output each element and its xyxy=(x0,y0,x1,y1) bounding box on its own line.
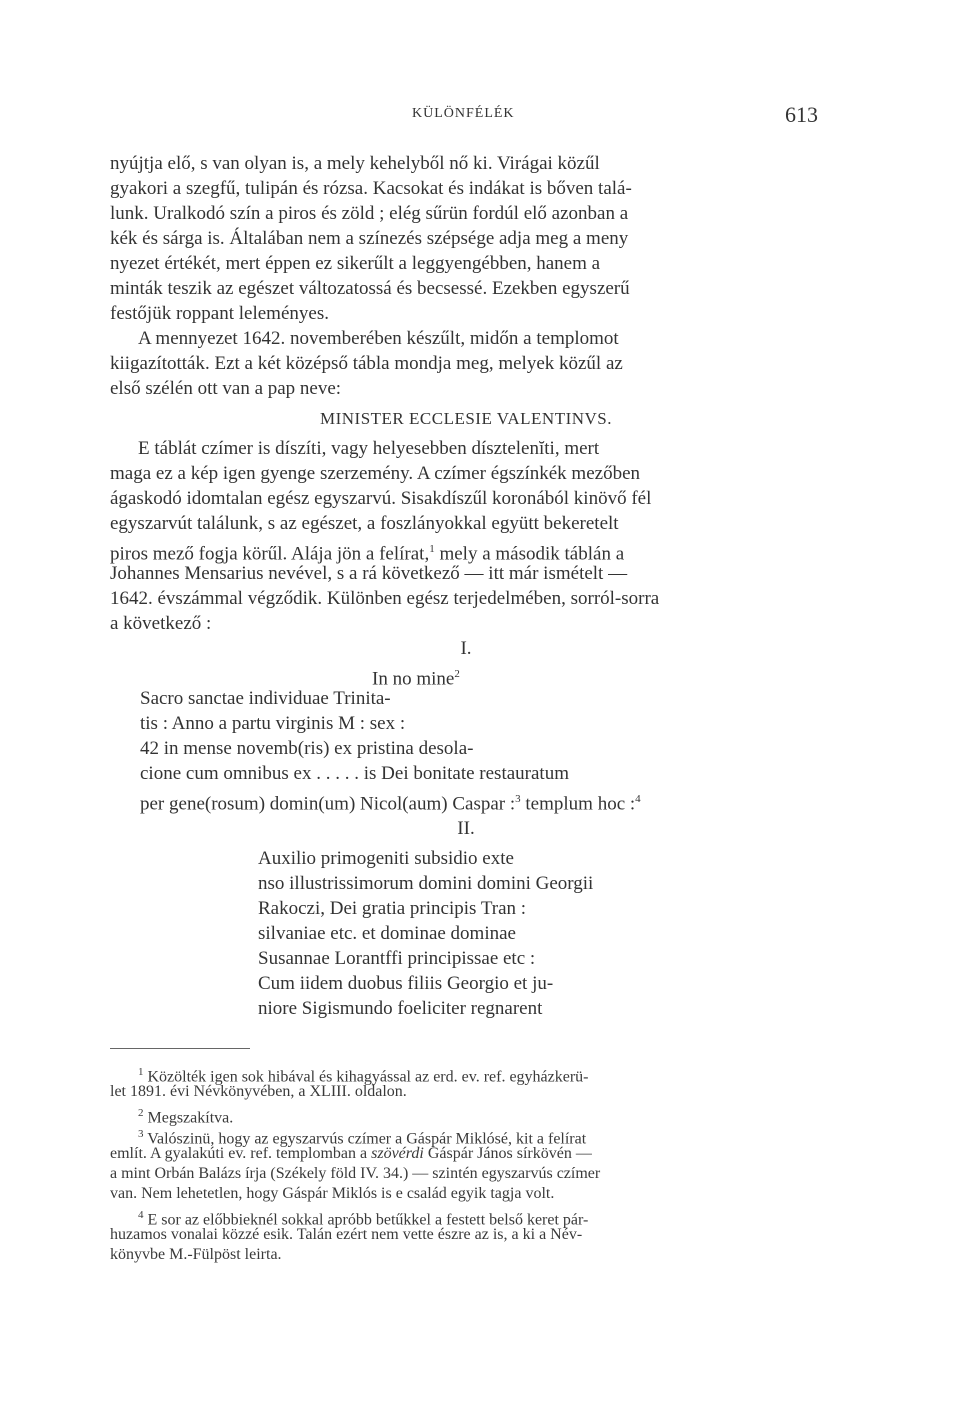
line-text: In no mine xyxy=(372,668,455,690)
line-text: E sor az előbbieknél sokkal apróbb betűkkel a festett belső keret pár- xyxy=(147,1211,589,1229)
footnote-line: huzamos vonalai közzé esik. Talán ezért nem vette észre az is, a ki a Név- xyxy=(110,1226,583,1243)
line-text: templum hoc : xyxy=(520,793,636,815)
paragraph-line: nyezet értékét, mert éppen ez sikerűlt a leggyengébben, hanem a xyxy=(110,253,601,274)
inscription-line: nso illustrissimorum domini domini Georgii xyxy=(258,873,594,894)
paragraph-line: gyakori a szegfű, tulipán és rózsa. Kacsokat és indákat is bőven talá- xyxy=(110,178,632,199)
paragraph-line: festőjük roppant leleményes. xyxy=(110,303,329,324)
line-text: piros mező fogja körűl. Alája jön a felírat, xyxy=(110,543,430,565)
inscription-line: Cum iidem duobus filiis Georgio et ju- xyxy=(258,973,554,994)
footnote-ref: 3 xyxy=(515,793,521,805)
footnote-line: let 1891. évi Névkönyvében, a XLIII. oldalon. xyxy=(110,1083,407,1100)
paragraph-line: egyszarvút találunk, s az egészet, a foszlányokkal együtt bekeretelt xyxy=(110,513,619,534)
footnote-number: 2 xyxy=(138,1107,144,1119)
footnote-line: könyvbe M.-Fülpöst leirta. xyxy=(110,1246,282,1263)
paragraph-line: nyújtja elő, s van olyan is, a mely kehelyből nő ki. Virágai közűl xyxy=(110,153,600,174)
inscription-line: 42 in mense novemb(ris) ex pristina desola- xyxy=(140,738,474,759)
paragraph-line: kiigazították. Ezt a két középső tábla mondja meg, melyek közűl az xyxy=(110,353,623,374)
footnote-rule xyxy=(110,1048,250,1049)
footnote-ref: 4 xyxy=(635,793,641,805)
inscription-line: cione cum omnibus ex . . . . . is Dei bonitate restauratum xyxy=(140,763,569,784)
inscription-line: Auxilio primogeniti subsidio exte xyxy=(258,848,514,869)
paragraph-line: Johannes Mensarius nevével, s a rá következő — itt már ismételt — xyxy=(110,563,628,584)
paragraph-line: a következő : xyxy=(110,613,212,634)
paragraph-line: minták teszik az egészet változatossá és becsessé. Ezekben egyszerű xyxy=(110,278,630,299)
italic-word: szövérdi xyxy=(371,1145,424,1162)
inscription-line: tis : Anno a partu virginis M : sex : xyxy=(140,713,406,734)
paragraph-line: lunk. Uralkodó szín a piros és zöld ; elég sűrün fordúl elő azonban a xyxy=(110,203,629,224)
footnote-line: van. Nem lehetetlen, hogy Gáspár Miklós is e család egyik tagja volt. xyxy=(110,1185,555,1202)
section-heading-2: II. xyxy=(457,818,475,839)
footnote-line xyxy=(110,1144,592,1164)
section-heading-1: I. xyxy=(460,638,472,659)
footnote-ref: 1 xyxy=(429,543,435,555)
inscription-line: Sacro sanctae individuae Trinita- xyxy=(140,688,391,709)
inscription-line: silvaniae etc. et dominae dominae xyxy=(258,923,516,944)
paragraph-line: E táblát czímer is díszíti, vagy helyesebben dísztelenĭti, mert xyxy=(138,438,600,459)
minister-inscription: MINISTER ECCLESIE VALENTINVS. xyxy=(319,409,612,428)
paragraph-line: ágaskodó idomtalan egész egyszarvú. Sisakdíszűl koronából kinövő fél xyxy=(110,488,652,509)
inscription-line xyxy=(140,787,641,816)
footnote-number: 4 xyxy=(138,1209,144,1221)
paragraph-line: első szélén ott van a pap neve: xyxy=(110,378,342,399)
page-number: 613 xyxy=(785,102,818,127)
paragraph-line: 1642. évszámmal végződik. Különben egész terjedelmében, sorról-sorra xyxy=(110,588,660,609)
line-text: Gáspár János sírkövén — xyxy=(423,1145,592,1162)
line-text: mely a második táblán a xyxy=(434,543,625,565)
footnote-ref: 2 xyxy=(454,668,460,680)
inscription-line: niore Sigismundo foeliciter regnarent xyxy=(258,998,543,1019)
paragraph-line: kék és sárga is. Általában nem a színezés szépsége adja meg a meny xyxy=(110,228,629,249)
line-text: Valószinü, hogy az egyszarvús czímer a Gáspár Miklósé, kit a felírat xyxy=(147,1130,587,1148)
line-text: per gene(rosum) domin(um) Nicol(aum) Caspar : xyxy=(140,793,516,815)
inscription-line: Susannae Lorantffi principissae etc : xyxy=(258,948,536,969)
paragraph-line: A mennyezet 1642. novemberében készűlt, midőn a templomot xyxy=(138,328,619,349)
page-header xyxy=(0,102,960,132)
footnote-number: 3 xyxy=(138,1128,144,1140)
footnote-number: 1 xyxy=(138,1066,144,1078)
paragraph-line: maga ez a kép igen gyenge szerzemény. A czímer égszínkék mezőben xyxy=(110,463,640,484)
running-head: KÜLÖNFÉLÉK xyxy=(412,106,515,121)
inscription-line: Rakoczi, Dei gratia principis Tran : xyxy=(258,898,527,919)
line-text: említ. A gyalakúti ev. ref. templomban a xyxy=(110,1145,368,1162)
footnote-line: a mint Orbán Balázs írja (Székely föld IV. 34.) — szintén egyszarvús czímer xyxy=(110,1165,601,1182)
line-text: Megszakítva. xyxy=(147,1109,234,1127)
line-text: Közölték igen sok hibával és kihagyással az erd. ev. ref. egyházkerü- xyxy=(147,1068,589,1086)
